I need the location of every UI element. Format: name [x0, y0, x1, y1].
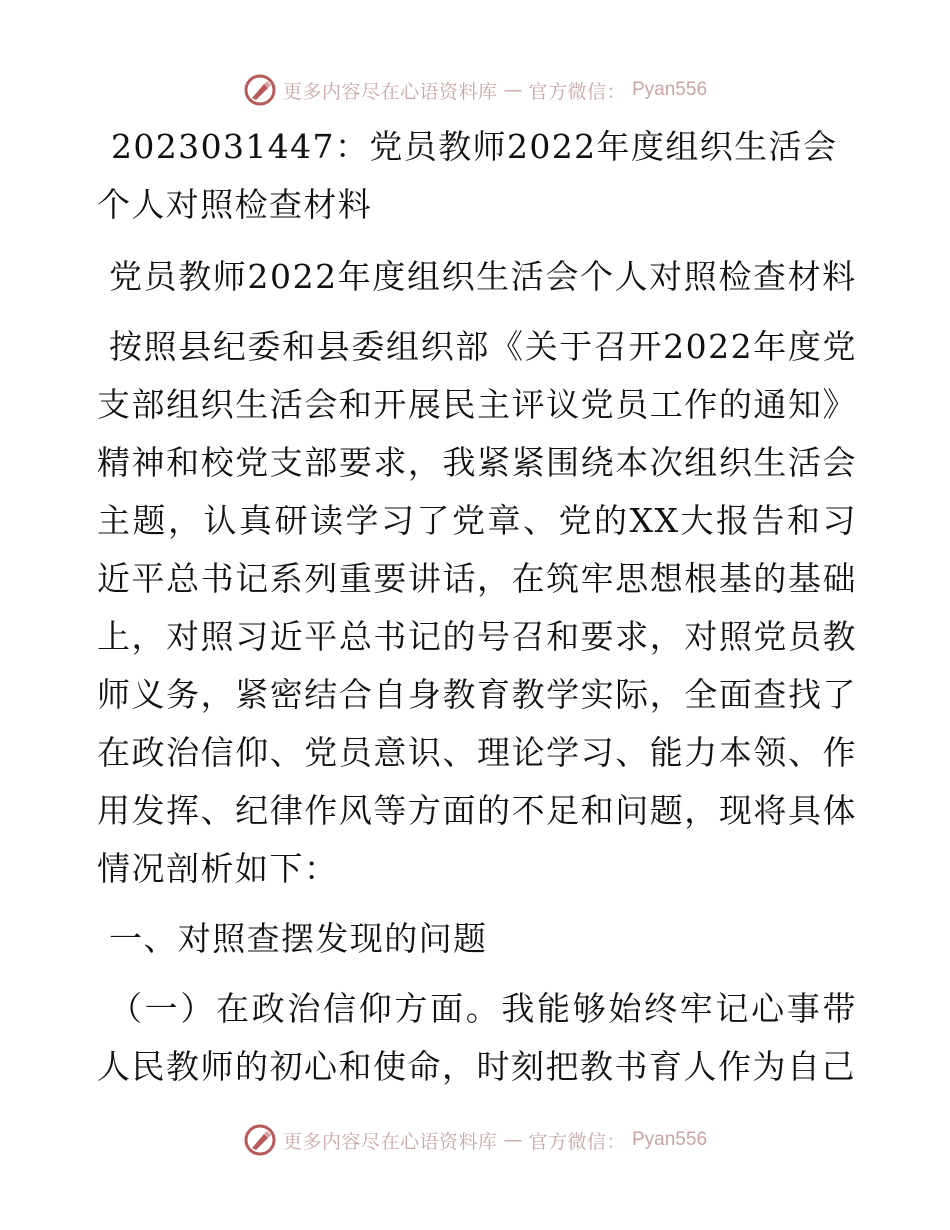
- watermark-header: [0, 70, 950, 110]
- watermark-text: 更多内容尽在心语资料库: [282, 1130, 498, 1153]
- watermark-wechat-id: Pyan556: [632, 79, 708, 100]
- watermark-label: 官方微信：: [528, 1130, 626, 1153]
- watermark-label: 官方微信：: [528, 80, 626, 103]
- watermark-text: 更多内容尽在心语资料库: [282, 80, 498, 103]
- political-belief-paragraph: （一）在政治信仰方面。我能够始终牢记心事带人民教师的初心和使命，时刻把教书育人作为自己: [97, 989, 857, 1086]
- pen-nib-logo-icon: [243, 1123, 277, 1157]
- document-title: 2023031447：党员教师2022年度组织生活会个人对照检查材料: [97, 127, 838, 224]
- pen-nib-logo-icon: [243, 73, 277, 107]
- watermark-footer: [0, 1120, 950, 1160]
- document-subtitle: 党员教师2022年度组织生活会个人对照检查材料: [109, 257, 857, 296]
- watermark-wechat-id: Pyan556: [632, 1129, 708, 1150]
- document-body: [97, 118, 857, 1108]
- watermark-separator: —: [503, 79, 523, 101]
- section-heading-problems: 一、对照查摆发现的问题: [109, 919, 488, 958]
- watermark-separator: —: [503, 1129, 523, 1151]
- intro-paragraph: 按照县纪委和县委组织部《关于召开2022年度党支部组织生活会和开展民主评议党员工作的通知》精神和校党支部要求，我紧紧围绕本次组织生活会主题，认真研读学习了党章、党的XX大报告和习近平总书记系列重要讲话，在筑牢思想根基的基础上，对照习近平总书记的号召和要求，对照党员教师义务，紧密结合自身教育教学实际，全面查找了在政治信仰、党员意识、理论学习、能力本领、作用发挥、纪律作风等方面的不足和问题，现将具体情况剖析如下：: [97, 327, 857, 888]
